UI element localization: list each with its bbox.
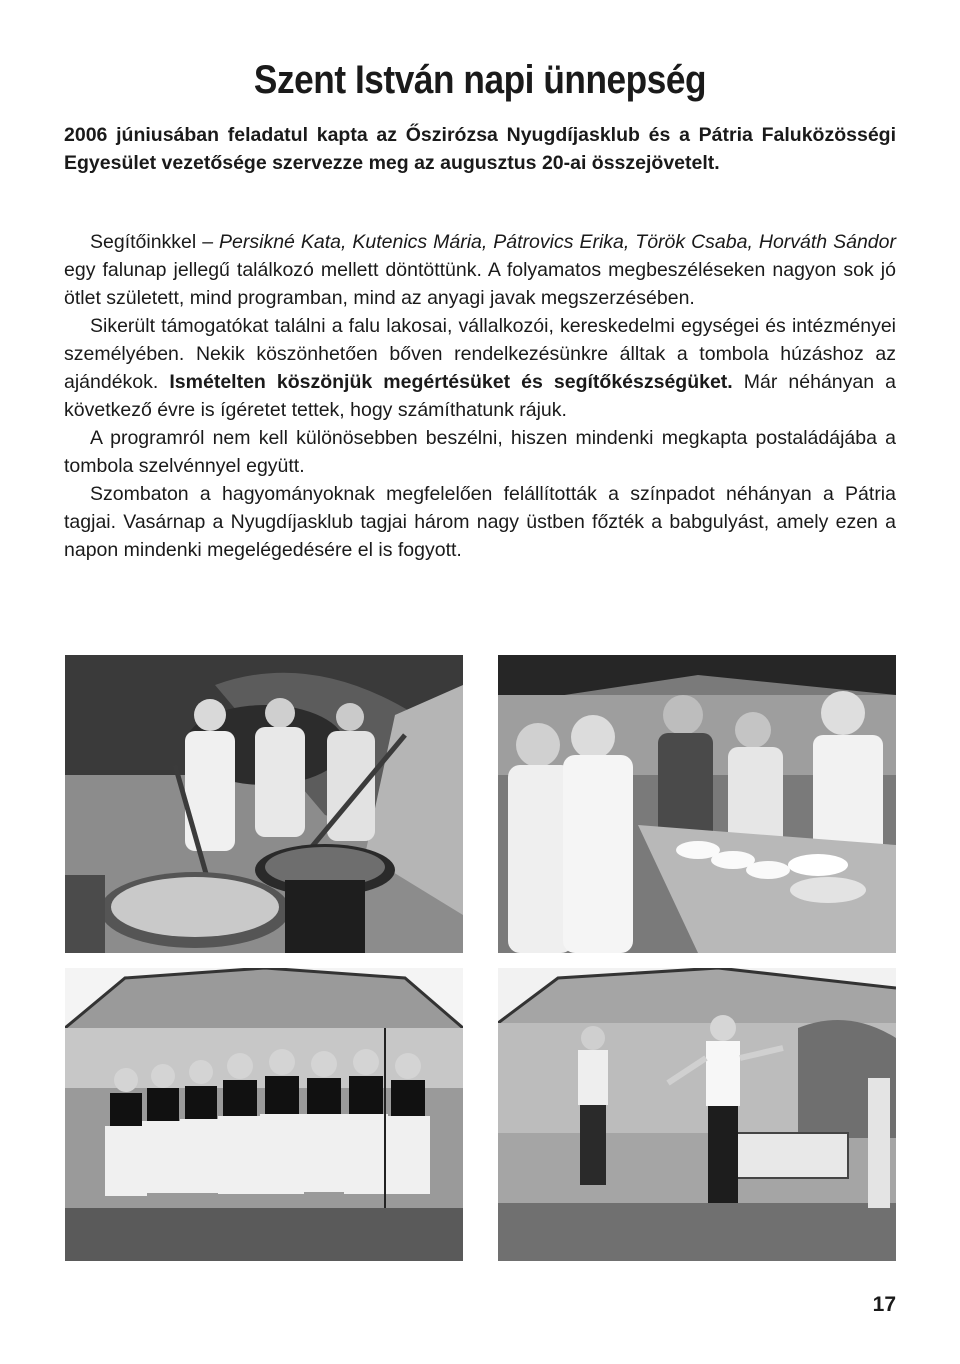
article-body	[64, 228, 896, 564]
photo-dance	[498, 968, 896, 1261]
photo-serving-image	[498, 655, 896, 953]
photo-dance-image	[498, 968, 896, 1261]
page-number: 17	[872, 1293, 896, 1316]
paragraph-helpers-lead: Segítőinkkel –	[90, 231, 220, 253]
photo-cooking	[65, 655, 463, 953]
article-title: Szent István napi ünnepség	[253, 58, 707, 102]
intro-paragraph	[64, 121, 896, 177]
helper-names: Persikné Kata, Kutenics Mária, Pátrovics Erika, Török Csaba, Horváth Sándor	[219, 231, 896, 253]
thanks-text: Ismételten köszönjük megértésüket és segítőkészségüket.	[169, 371, 733, 393]
intro-text: 2006 júniusában feladatul kapta az Őszirózsa Nyugdíjasklub és a Pátria Faluközösségi Egyesület vezetősége szervezze meg az augusztus 20-ai összejövetelt.	[64, 124, 896, 174]
paragraph-sponsors	[64, 312, 896, 424]
paragraph-program: A programról nem kell különösebben beszélni, hiszen mindenki megkapta postaládájába a tombola szelvénnyel együtt.	[64, 427, 896, 477]
photo-choir-image	[65, 968, 463, 1261]
photo-cooking-image	[65, 655, 463, 953]
paragraph-sponsors-lead: Sikerült támogatókat találni a falu lakosai, vállalkozói, kereskedelmi egységei és intézményei személyében. Nekik köszönhetően bőven rendelkezésünkre álltak a tombola húzáshoz az ajándékok.	[64, 315, 896, 393]
paragraph-helpers-rest: egy falunap jellegű találkozó mellett döntöttünk. A folyamatos megbeszéléseken nagyon sok jó ötlet született, mind programban, mind az anyagi javak megszerzésében.	[64, 259, 896, 309]
paragraph-sponsors-rest: Már néhányan a következő évre is ígéretet tettek, hogy számíthatunk rájuk.	[64, 371, 896, 421]
paragraph-helpers	[64, 228, 896, 312]
paragraph-weekend: Szombaton a hagyományoknak megfelelően felállították a színpadot néhányan a Pátria tagjai. Vasárnap a Nyugdíjasklub tagjai három nagy üstben főzték a babgulyást, amely ezen a napon mindenki megelégedésére el is fogyott.	[64, 483, 896, 561]
photo-serving	[498, 655, 896, 953]
photo-choir	[65, 968, 463, 1261]
